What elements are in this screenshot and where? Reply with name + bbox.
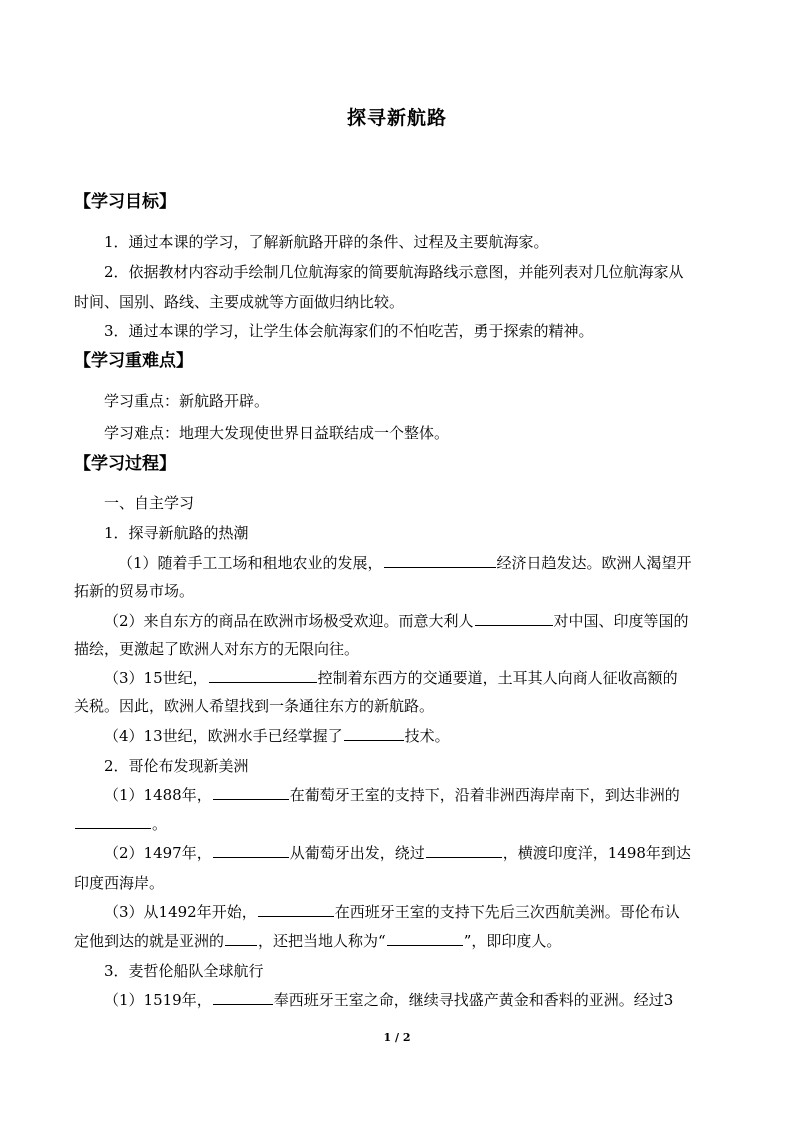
question-text: 在葡萄牙王室的支持下，沿着非洲西海岸南下，到达非洲的 [289,786,680,804]
question-line-continued [74,930,561,952]
question-text: （1）随着手工工场和租地农业的发展， [118,554,383,572]
question-line [104,989,673,1011]
question-text: 奉西班牙王室之命，继续寻找盛产黄金和香料的亚洲。经过3 [273,991,674,1009]
answer-blank[interactable] [75,813,151,829]
question-text: ，横渡印度洋，1498年到达 [502,844,691,862]
goal-item: 1．通过本课的学习，了解新航路开辟的条件、过程及主要航海家。 [104,233,549,251]
subsection-self-study: 一、自主学习 [104,494,195,512]
question-line-continued: 关税。因此，欧洲人希望找到一条通往东方的新航路。 [74,697,435,715]
question-line-continued: 印度西海岸。 [74,874,165,892]
question-line [104,842,691,864]
question-line-continued: 拓新的贸易市场。 [74,582,195,600]
section-heading-process: 【学习过程】 [74,454,176,474]
question-line [104,725,450,747]
question-text: （3）15世纪， [104,669,208,687]
key-point-difficulty: 学习难点：地理大发现使世界日益联结成一个整体。 [104,424,450,442]
question-text: （1）1488年， [104,786,212,804]
question-text: 技术。 [404,727,450,745]
goal-item: 2．依据教材内容动手绘制几位航海家的简要航海路线示意图，并能列表对几位航海家从 [104,263,684,281]
answer-blank[interactable] [209,667,317,683]
question-text: 定他到达的就是亚洲的 [74,932,225,950]
question-line [118,552,692,574]
question-text: ”，即印度人。 [463,932,562,950]
question-text: 。 [152,815,168,833]
question-line [104,610,689,632]
question-line [104,667,678,689]
topic-heading: 3．麦哲伦船队全球航行 [104,962,264,980]
question-text: 对中国、印度等国的 [553,612,689,630]
question-text: ，还把当地人称为“ [258,932,386,950]
question-text: 经济日趋发达。欧洲人渴望开 [496,554,692,572]
answer-blank[interactable] [384,552,496,568]
question-text: （4）13世纪，欧洲水手已经掌握了 [104,727,343,745]
question-line-continued [74,813,167,835]
question-text: （2）1497年， [104,844,212,862]
question-text: （1）1519年， [104,991,212,1009]
answer-blank[interactable] [426,842,502,858]
question-text: 从葡萄牙出发，绕过 [289,844,425,862]
answer-blank[interactable] [475,610,553,626]
goal-item: 3．通过本课的学习，让学生体会航海家们的不怕吃苦，勇于探索的精神。 [104,322,594,340]
section-heading-goals: 【学习目标】 [74,192,176,212]
question-text: （3）从1492年开始， [104,903,257,921]
question-line [104,901,680,923]
question-text: （2）来自东方的商品在欧洲市场极受欢迎。而意大利人 [104,612,474,630]
topic-heading: 2．哥伦布发现新美洲 [104,757,249,775]
document-title: 探寻新航路 [346,107,447,129]
question-line-continued: 描绘，更激起了欧洲人对东方的无限向往。 [74,640,360,658]
answer-blank[interactable] [225,930,257,946]
answer-blank[interactable] [213,989,273,1005]
question-line [104,784,680,806]
answer-blank[interactable] [213,842,289,858]
goal-item-continued: 时间、国别、路线、主要成就等方面做归纳比较。 [74,293,405,311]
answer-blank[interactable] [387,930,463,946]
answer-blank[interactable] [258,901,334,917]
section-heading-key-points: 【学习重难点】 [74,351,193,371]
answer-blank[interactable] [344,725,404,741]
topic-heading: 1．探寻新航路的热潮 [104,524,249,542]
question-text: 控制着东西方的交通要道，土耳其人向商人征收高额的 [317,669,678,687]
page-number: 1 / 2 [383,1031,411,1044]
key-point-focus: 学习重点：新航路开辟。 [104,392,270,410]
answer-blank[interactable] [213,784,289,800]
question-text: 在西班牙王室的支持下先后三次西航美洲。哥伦布认 [334,903,680,921]
